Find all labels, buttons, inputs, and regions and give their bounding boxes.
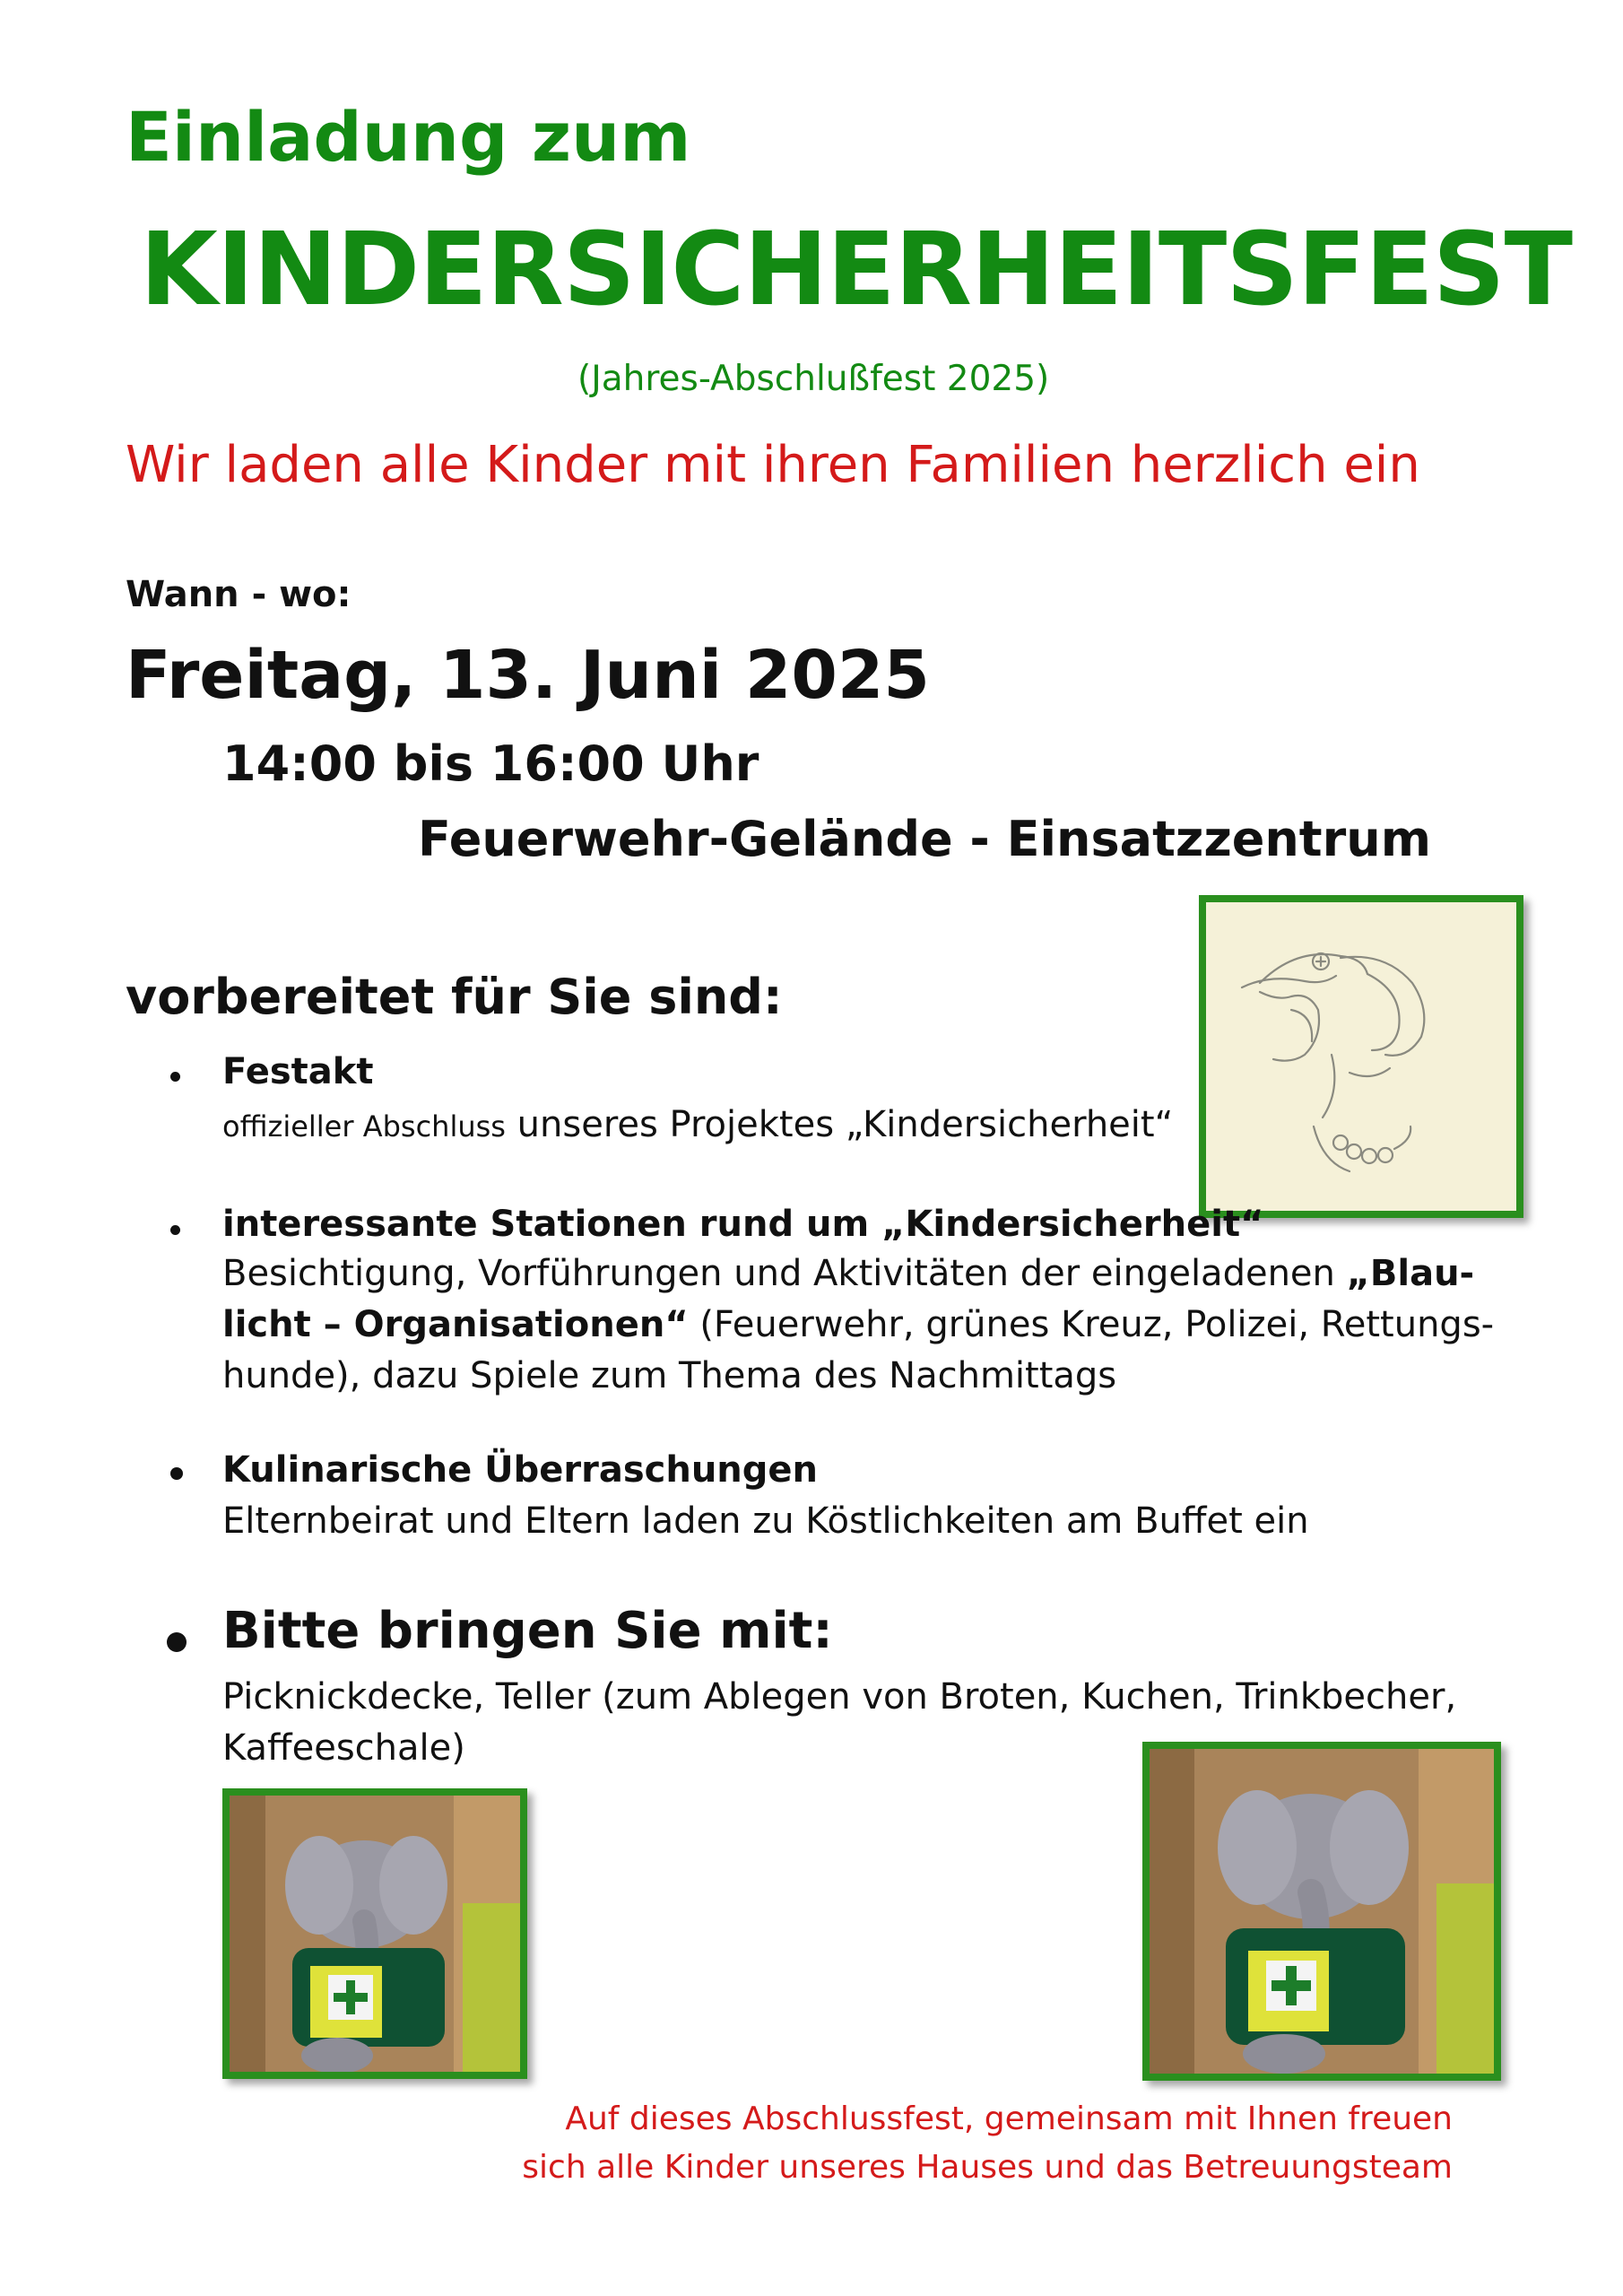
bullet-icon [167,1632,187,1652]
heading-event-title: KINDERSICHERHEITSFEST [140,212,1572,328]
plush-elephant-image [1150,1749,1494,2074]
when-where-label: Wann - wo: [126,574,352,615]
item-bring-title: Bitte bringen Sie mit: [222,1602,833,1660]
item-bring-line1: Picknickdecke, Teller (zum Ablegen von Broten, Kuchen, Trinkbecher, [222,1676,1457,1718]
item-festakt-text-small: offizieller Abschluss [222,1109,506,1144]
plush-elephant-photo-right [1142,1742,1501,2081]
item-stations-line2 [222,1300,1494,1351]
item-festakt-text-rest: unseres Projektes „Kindersicherheit“ [505,1104,1174,1145]
heading-invitation: Einladung zum [126,97,691,177]
program-heading: vorbereitet für Sie sind: [126,969,783,1025]
footer-line2: sich alle Kinder unseres Hauses und das Betreuungsteam [522,2149,1453,2186]
item-stations-line1-text: Besichtigung, Vorführungen und Aktivitäten der eingeladenen [222,1253,1347,1294]
footer-line1: Auf dieses Abschlussfest, gemeinsam mit Ihnen freuen [565,2100,1453,2137]
event-place: Feuerwehr-Gelände - Einsatzzentrum [418,811,1431,867]
item-stations-line1 [222,1248,1474,1300]
invitation-line: Wir laden alle Kinder mit ihren Familien herzlich ein [126,436,1420,494]
item-stations-line2-bold: licht – Organisationen“ [222,1304,689,1345]
bullet-icon [170,1467,183,1480]
item-festakt-text [222,1100,1173,1152]
event-date: Freitag, 13. Juni 2025 [126,637,930,714]
item-stations-line2-text: (Feuerwehr, grünes Kreuz, Polizei, Rettungs- [688,1304,1495,1345]
bullet-icon [170,1072,180,1082]
elephant-sketch-icon [1206,902,1516,1211]
item-bring-line2: Kaffeeschale) [222,1727,465,1769]
item-stations-line3: hunde), dazu Spiele zum Thema des Nachmittags [222,1355,1117,1396]
item-culinary-title: Kulinarische Überraschungen [222,1449,819,1491]
item-culinary-text: Elternbeirat und Eltern laden zu Köstlichkeiten am Buffet ein [222,1500,1309,1542]
item-stations-title: interessante Stationen rund um „Kindersicherheit“ [222,1204,1264,1245]
elephant-sketch-image [1199,895,1523,1218]
plush-elephant-image [230,1796,520,2072]
bullet-icon [170,1225,180,1235]
event-time: 14:00 bis 16:00 Uhr [222,735,759,792]
item-festakt-title: Festakt [222,1051,374,1092]
item-stations-line1-bold: „Blau- [1346,1253,1475,1294]
plush-elephant-photo-left [222,1788,527,2079]
event-subtitle: (Jahres-Abschlußfest 2025) [577,359,1050,399]
